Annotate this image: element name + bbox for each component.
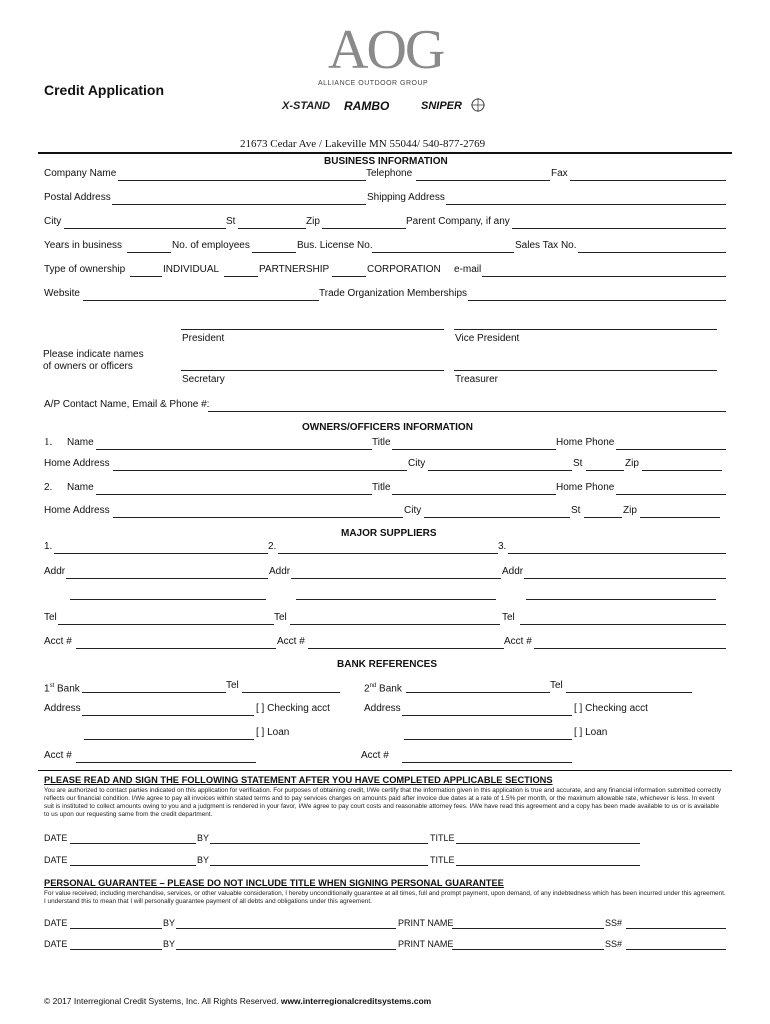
second-bank-number: 2 xyxy=(364,683,370,695)
city-field[interactable] xyxy=(64,228,226,229)
years-in-business-field[interactable] xyxy=(127,252,171,253)
owner-1-title-label: Title xyxy=(372,437,391,448)
aog-logo: AOG xyxy=(328,19,444,81)
brand-rambo-logo: RAMBO xyxy=(344,99,390,113)
statement-title-1-label: TITLE xyxy=(430,833,455,843)
telephone-field[interactable] xyxy=(416,180,550,181)
supplier-3-tel-field[interactable] xyxy=(520,624,726,625)
statement-by-2-label: BY xyxy=(197,855,210,865)
company-name-label: Company Name xyxy=(44,168,117,179)
guarantee-ss-1-field[interactable] xyxy=(626,928,726,929)
footer-url: www.interregionalcreditsystems.com xyxy=(280,996,432,1006)
statement-date-1-field[interactable] xyxy=(70,843,196,844)
vice-president-field[interactable] xyxy=(454,329,717,330)
suppliers-heading: MAJOR SUPPLIERS xyxy=(341,528,437,539)
supplier-2-tel-field[interactable] xyxy=(290,624,500,625)
postal-address-label: Postal Address xyxy=(44,192,111,203)
supplier-2-name-field[interactable] xyxy=(278,553,498,554)
owner-1-title-field[interactable] xyxy=(392,449,556,450)
corporation-label: CORPORATION xyxy=(367,264,441,275)
treasurer-label: Treasurer xyxy=(455,374,498,385)
owners-heading: OWNERS/OFFICERS INFORMATION xyxy=(302,422,473,433)
guarantee-print-name-1-field[interactable] xyxy=(452,928,604,929)
first-bank-address-field[interactable] xyxy=(82,715,254,716)
second-bank-label xyxy=(364,680,402,695)
guarantee-print-name-1-label: PRINT NAME xyxy=(398,918,454,928)
supplier-3-addr-field[interactable] xyxy=(524,578,726,579)
statement-text: You are authorized to contact parties indicated on this application for verification. For purposes of obtaining credit, I/We certify that the information given in this application is true and accurate, and any financial information submitted correctly reflects our financial condition. I/We agree to pay all invoices within stated terms and to pay services charges on amounts paid after invoice due dates at a rate of 1.5% per month, or the maximum allowable rate, whichever is less. In event suit is instituted to collect amounts owing to you and a judgment is rendered in your favor, I/We agree to pay court costs and reasonable attorney fees. I/We have read this agreement and a copy has been made available to us or is available to us upon our requesting same from the credit department. xyxy=(44,787,722,818)
guarantee-print-name-2-field[interactable] xyxy=(452,949,604,950)
supplier-3-number: 3. xyxy=(498,541,507,552)
statement-by-1-field[interactable] xyxy=(210,843,428,844)
supplier-2-tel-label: Tel xyxy=(274,612,287,623)
sales-tax-field[interactable] xyxy=(578,252,726,253)
first-bank-word: Bank xyxy=(57,683,80,695)
second-bank-tel-label: Tel xyxy=(550,680,563,691)
second-bank-address-label: Address xyxy=(364,703,401,714)
supplier-3-acct-field[interactable] xyxy=(534,648,726,649)
owner-2-home-address-label: Home Address xyxy=(44,505,110,516)
guarantee-date-1-field[interactable] xyxy=(70,928,162,929)
second-bank-tel-field[interactable] xyxy=(566,692,692,693)
statement-date-1-label: DATE xyxy=(44,833,68,843)
supplier-2-acct-label: Acct # xyxy=(277,636,305,647)
owner-1-home-phone-field[interactable] xyxy=(616,449,726,450)
owner-2-title-label: Title xyxy=(372,482,391,493)
statement-divider xyxy=(38,770,732,771)
individual-checkbox[interactable] xyxy=(130,276,162,277)
logo-tagline: ALLIANCE OUTDOOR GROUP xyxy=(318,80,429,87)
indicate-names-label-2: of owners or officers xyxy=(43,361,133,372)
owner-2-city-label: City xyxy=(404,505,422,516)
supplier-2-addr-field[interactable] xyxy=(291,578,501,579)
statement-date-2-label: DATE xyxy=(44,855,68,865)
guarantee-by-1-label: BY xyxy=(163,918,176,928)
employees-label: No. of employees xyxy=(172,240,250,251)
owner-1-number: 1. xyxy=(44,436,53,448)
guarantee-by-2-label: BY xyxy=(163,939,176,949)
guarantee-ss-2-label: SS# xyxy=(605,939,623,949)
second-bank-word: Bank xyxy=(379,683,402,695)
zip-label: Zip xyxy=(306,216,320,227)
first-bank-field[interactable] xyxy=(82,692,226,693)
owner-2-home-phone-field[interactable] xyxy=(616,494,726,495)
owner-2-home-address-field[interactable] xyxy=(113,517,403,518)
owner-2-zip-label: Zip xyxy=(623,505,637,516)
statement-title-2-label: TITLE xyxy=(430,855,455,865)
sales-tax-label: Sales Tax No. xyxy=(515,240,577,251)
guarantee-print-name-2-label: PRINT NAME xyxy=(398,939,454,949)
guarantee-date-2-label: DATE xyxy=(44,939,68,949)
owner-2-city-field[interactable] xyxy=(424,517,570,518)
owner-2-name-label: Name xyxy=(67,482,94,493)
years-in-business-label: Years in business xyxy=(44,240,123,251)
supplier-2-number: 2. xyxy=(268,541,277,552)
indicate-names-label: Please indicate names xyxy=(43,349,144,360)
state-label: St xyxy=(226,216,236,227)
owner-1-home-address-field[interactable] xyxy=(113,470,407,471)
owner-2-state-label: St xyxy=(571,505,581,516)
supplier-2-acct-field[interactable] xyxy=(308,648,504,649)
owner-2-zip-field[interactable] xyxy=(640,517,720,518)
crosshair-icon xyxy=(470,97,486,113)
postal-address-field[interactable] xyxy=(112,204,366,205)
owner-1-city-field[interactable] xyxy=(428,470,572,471)
city-label: City xyxy=(44,216,62,227)
first-bank-tel-field[interactable] xyxy=(242,692,340,693)
owner-2-state-field[interactable] xyxy=(584,517,622,518)
second-bank-field[interactable] xyxy=(406,692,550,693)
second-bank-loan-checkbox[interactable]: [ ] Loan xyxy=(574,727,608,738)
secretary-field[interactable] xyxy=(181,370,444,371)
partnership-label: PARTNERSHIP xyxy=(259,264,330,275)
statement-heading: PLEASE READ AND SIGN THE FOLLOWING STATEMENT AFTER YOU HAVE COMPLETED APPLICABLE SECTIONS xyxy=(44,775,553,785)
form-title: Credit Application xyxy=(44,82,165,98)
first-bank-loan-checkbox[interactable]: [ ] Loan xyxy=(256,727,290,738)
secretary-label: Secretary xyxy=(182,374,225,385)
second-bank-ordinal: nd xyxy=(369,683,377,689)
statement-title-2-field[interactable] xyxy=(456,865,640,866)
business-info-heading: BUSINESS INFORMATION xyxy=(324,156,448,167)
guarantee-date-1-label: DATE xyxy=(44,918,68,928)
president-label: President xyxy=(182,333,225,344)
first-bank-tel-label: Tel xyxy=(226,680,239,691)
employees-field[interactable] xyxy=(252,252,296,253)
zip-field[interactable] xyxy=(322,228,406,229)
first-bank-checking-checkbox[interactable]: [ ] Checking acct xyxy=(256,703,330,714)
statement-title-1-field[interactable] xyxy=(456,843,640,844)
individual-label: INDIVIDUAL xyxy=(163,264,220,275)
header-divider xyxy=(38,152,732,154)
guarantee-by-2-field[interactable] xyxy=(176,949,396,950)
owner-1-zip-field[interactable] xyxy=(642,470,722,471)
first-bank-label xyxy=(44,680,80,695)
website-field[interactable] xyxy=(83,300,319,301)
owner-2-number: 2. xyxy=(44,482,53,493)
supplier-3-tel-label: Tel xyxy=(502,612,515,623)
statement-by-2-field[interactable] xyxy=(210,865,428,866)
vice-president-label: Vice President xyxy=(455,333,520,344)
statement-date-2-field[interactable] xyxy=(70,865,196,866)
first-bank-ordinal: st xyxy=(49,683,55,689)
supplier-3-name-field[interactable] xyxy=(508,553,726,554)
owner-1-home-address-label: Home Address xyxy=(44,458,110,469)
email-field[interactable] xyxy=(482,276,726,277)
bus-license-label: Bus. License No. xyxy=(297,240,373,251)
trade-org-field[interactable] xyxy=(468,300,726,301)
owner-1-zip-label: Zip xyxy=(625,458,639,469)
fax-label: Fax xyxy=(551,168,568,179)
state-field[interactable] xyxy=(238,228,306,229)
owner-1-state-label: St xyxy=(573,458,583,469)
owner-1-home-phone-label: Home Phone xyxy=(556,437,615,448)
brand-xstand-logo: X-STAND xyxy=(282,100,331,112)
supplier-1-acct-label: Acct # xyxy=(44,636,72,647)
brand-sniper-logo: SNIPER xyxy=(421,100,462,112)
supplier-1-name-field[interactable] xyxy=(54,553,268,554)
shipping-address-label: Shipping Address xyxy=(367,192,445,203)
email-label: e-mail xyxy=(454,264,482,275)
supplier-1-tel-label: Tel xyxy=(44,612,57,623)
first-bank-acct-label: Acct # xyxy=(44,750,72,761)
owner-2-title-field[interactable] xyxy=(392,494,556,495)
owner-1-city-label: City xyxy=(408,458,426,469)
supplier-1-addr-label: Addr xyxy=(44,566,66,577)
owner-2-name-field[interactable] xyxy=(96,494,372,495)
footer-copyright xyxy=(44,995,431,1007)
treasurer-field[interactable] xyxy=(454,370,717,371)
supplier-1-tel-field[interactable] xyxy=(58,624,274,625)
telephone-label: Telephone xyxy=(366,168,413,179)
supplier-3-addr-line-2[interactable] xyxy=(526,599,716,600)
second-bank-checking-checkbox[interactable]: [ ] Checking acct xyxy=(574,703,648,714)
president-field[interactable] xyxy=(181,329,444,330)
guarantee-ss-1-label: SS# xyxy=(605,918,623,928)
ownership-type-label: Type of ownership xyxy=(44,264,126,275)
parent-company-label: Parent Company, if any xyxy=(406,216,510,227)
bus-license-field[interactable] xyxy=(372,252,514,253)
second-bank-acct-field[interactable] xyxy=(402,762,572,763)
guarantee-by-1-field[interactable] xyxy=(176,928,396,929)
corporation-checkbox[interactable] xyxy=(332,276,366,277)
second-bank-acct-label: Acct # xyxy=(361,750,389,761)
guarantee-text: For value received, including merchandise, services, or other valuable consideration, I hereby unconditionally guarantee at all times, full and prompt payment, upon demand, of any indebtedness which has been incurred under this agreement. I understand this to mean that I will personally guarantee payment of all debts and obligations under this agreement. xyxy=(44,890,726,905)
owner-1-name-label: Name xyxy=(67,437,94,448)
partnership-checkbox[interactable] xyxy=(224,276,258,277)
statement-by-1-label: BY xyxy=(197,833,210,843)
supplier-3-addr-label: Addr xyxy=(502,566,524,577)
owner-1-state-field[interactable] xyxy=(586,470,624,471)
guarantee-date-2-field[interactable] xyxy=(70,949,162,950)
ap-contact-label: A/P Contact Name, Email & Phone #: xyxy=(44,399,210,410)
shipping-address-field[interactable] xyxy=(446,204,726,205)
supplier-1-number: 1. xyxy=(44,541,53,552)
first-bank-address-line-2[interactable] xyxy=(84,739,254,740)
owner-1-name-field[interactable] xyxy=(96,449,372,450)
supplier-1-acct-field[interactable] xyxy=(76,648,276,649)
supplier-2-addr-line-2[interactable] xyxy=(296,599,496,600)
second-bank-address-field[interactable] xyxy=(402,715,572,716)
guarantee-ss-2-field[interactable] xyxy=(626,949,726,950)
website-label: Website xyxy=(44,288,80,299)
bank-heading: BANK REFERENCES xyxy=(337,659,438,670)
company-address-line: 21673 Cedar Ave / Lakeville MN 55044/ 540-877-2769 xyxy=(240,138,486,150)
parent-company-field[interactable] xyxy=(512,228,726,229)
ap-contact-field[interactable] xyxy=(208,411,726,412)
first-bank-acct-field[interactable] xyxy=(76,762,256,763)
supplier-3-acct-label: Acct # xyxy=(504,636,532,647)
second-bank-address-line-2[interactable] xyxy=(404,739,572,740)
trade-org-label: Trade Organization Memberships xyxy=(319,288,468,299)
copyright-text: © 2017 Interregional Credit Systems, Inc. All Rights Reserved. xyxy=(44,996,279,1006)
fax-field[interactable] xyxy=(570,180,726,181)
first-bank-address-label: Address xyxy=(44,703,81,714)
guarantee-heading: PERSONAL GUARANTEE – PLEASE DO NOT INCLUDE TITLE WHEN SIGNING PERSONAL GUARANTEE xyxy=(44,878,504,888)
supplier-1-addr-field[interactable] xyxy=(66,578,268,579)
first-bank-number: 1 xyxy=(44,683,50,695)
supplier-2-addr-label: Addr xyxy=(269,566,291,577)
supplier-1-addr-line-2[interactable] xyxy=(70,599,266,600)
owner-2-home-phone-label: Home Phone xyxy=(556,482,615,493)
company-name-field[interactable] xyxy=(118,180,366,181)
